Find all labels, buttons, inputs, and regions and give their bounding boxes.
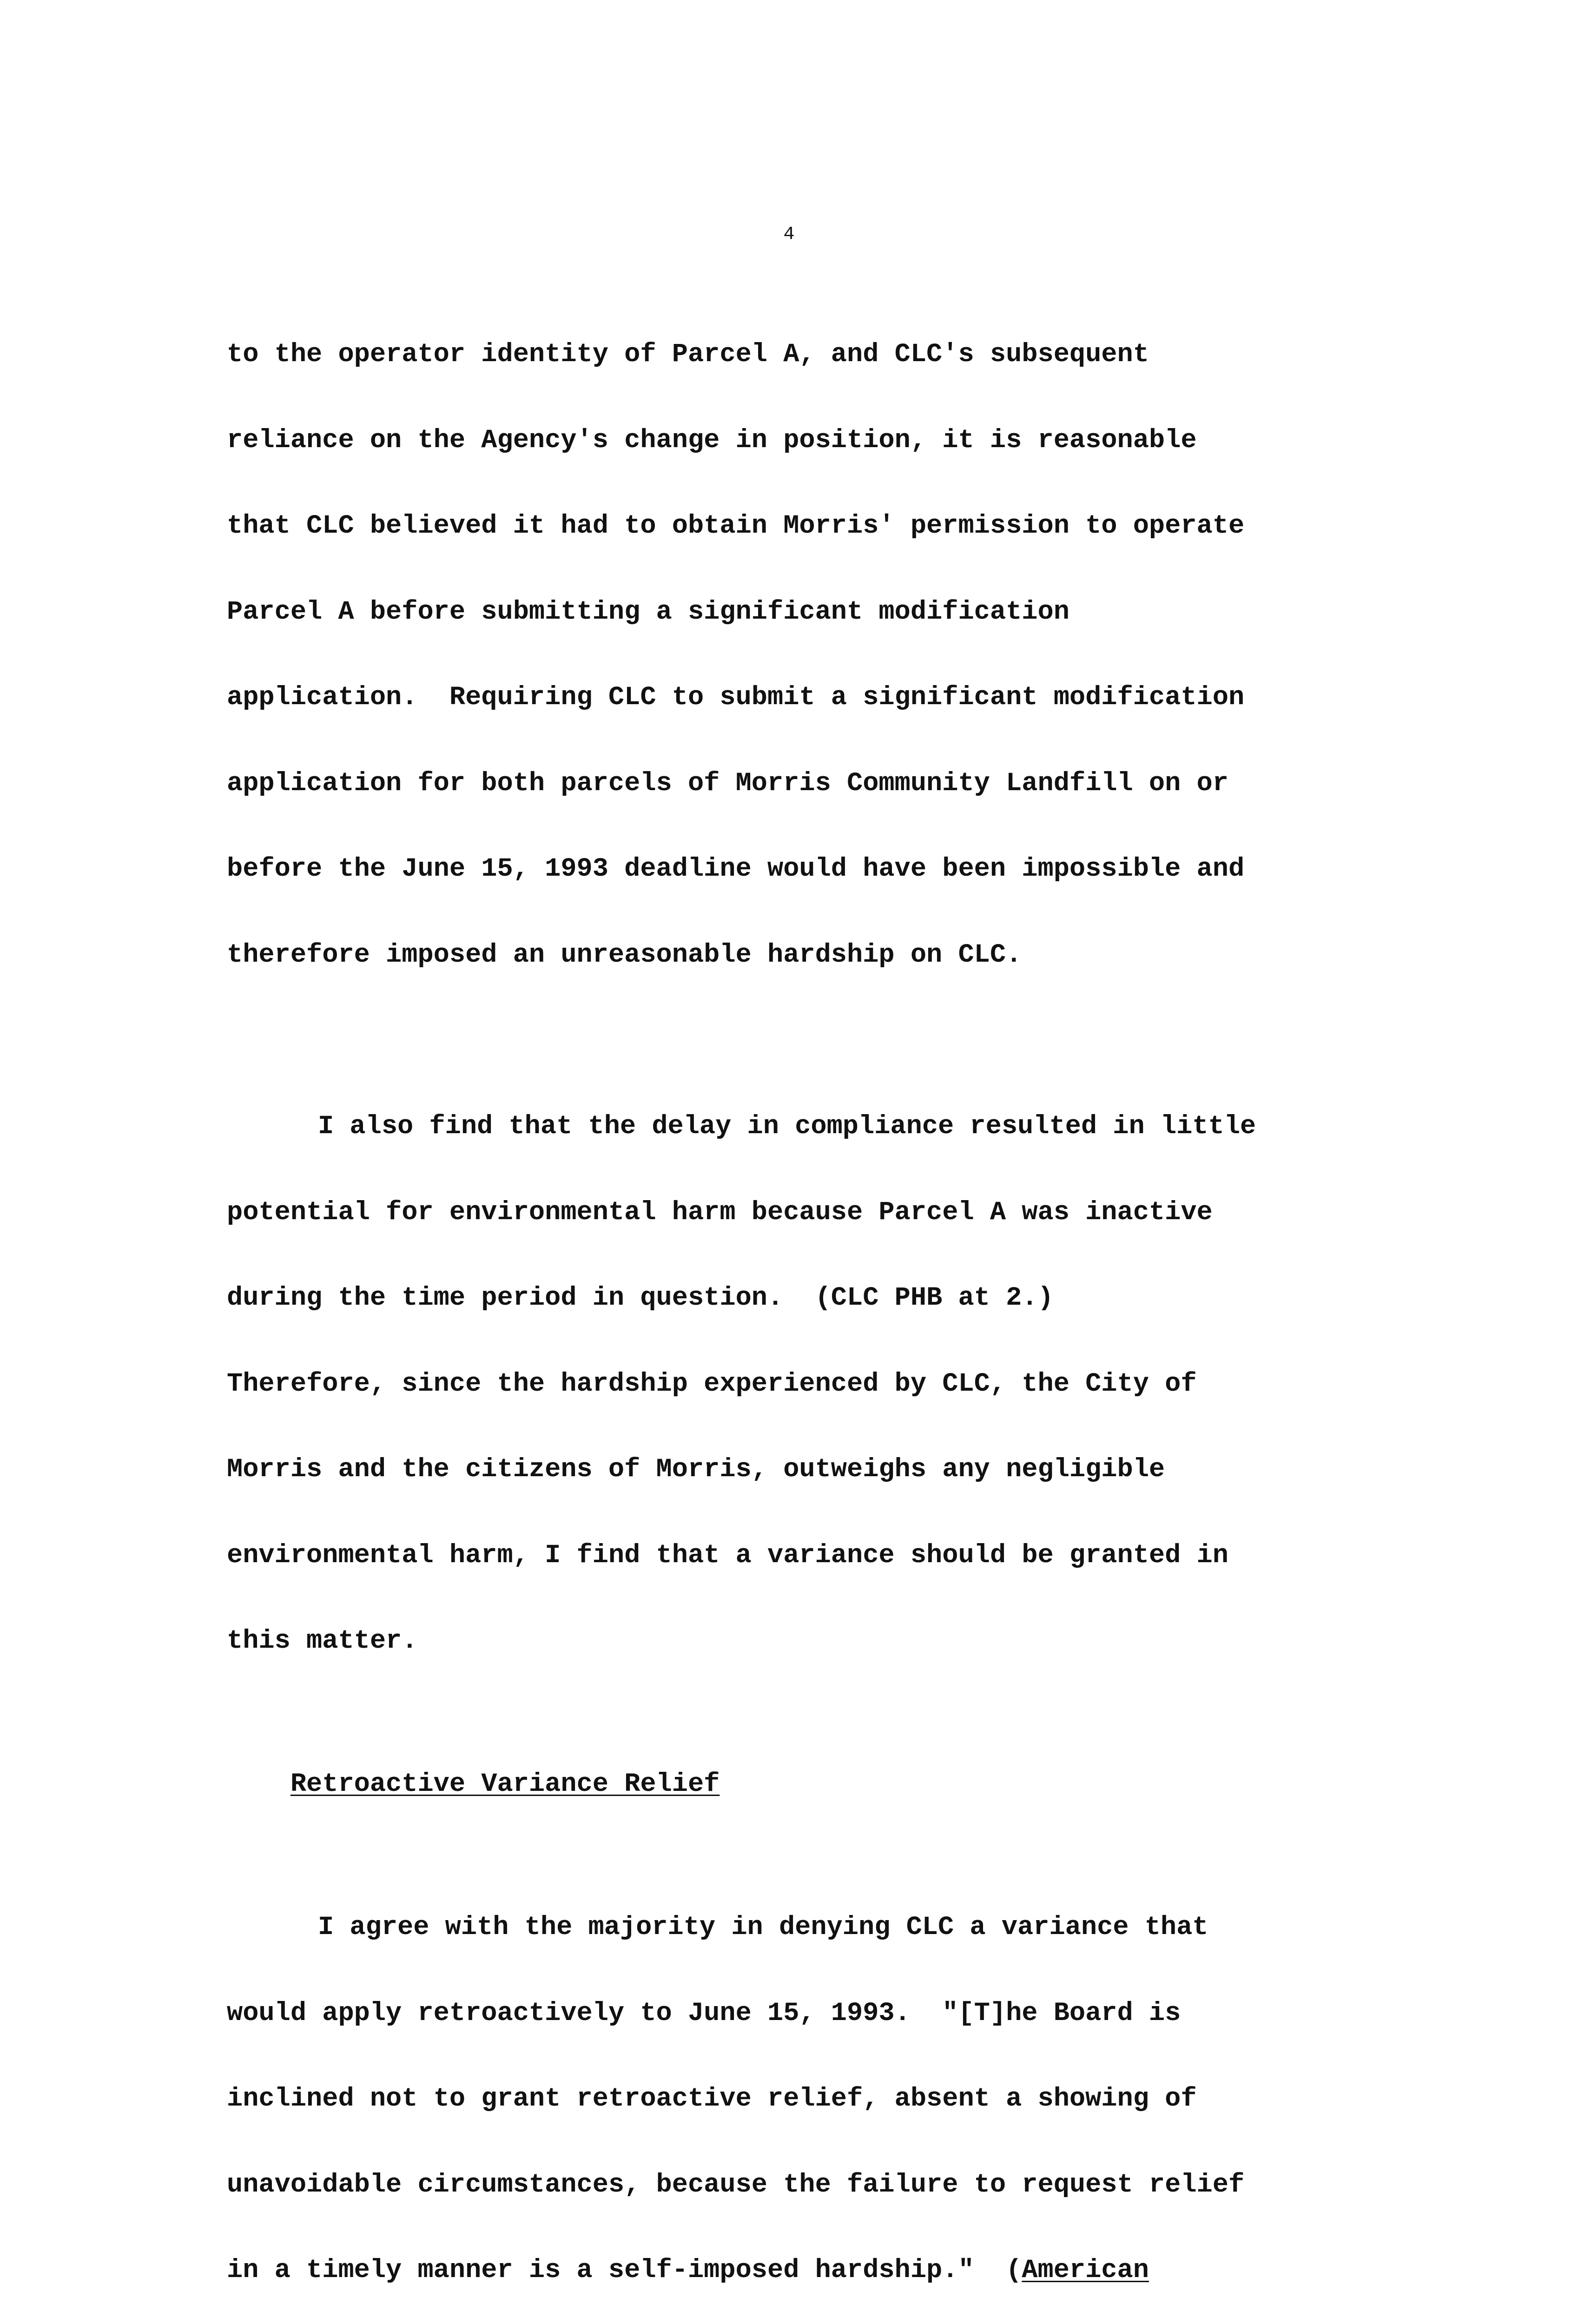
text-segment: in a timely manner is a self-imposed hardship." (: [227, 2256, 1022, 2285]
text-line: during the time period in question. (CLC PHB at 2.): [227, 1283, 1054, 1313]
text-line: inclined not to grant retroactive relief, absent a showing of: [227, 2084, 1197, 2114]
text-line: to the operator identity of Parcel A, and CLC's subsequent: [227, 340, 1149, 370]
case-citation: American: [1022, 2256, 1149, 2285]
text-line: Parcel A before submitting a significant modification: [227, 597, 1070, 627]
section-heading-text: Retroactive Variance Relief: [290, 1769, 720, 1799]
page-number: 4: [783, 224, 795, 245]
text-line: this matter.: [227, 1626, 418, 1656]
text-line: potential for environmental harm because Parcel A was inactive: [227, 1197, 1213, 1228]
text-line: would apply retroactively to June 15, 1993. "[T]he Board is: [227, 1998, 1181, 2028]
text-line: application. Requiring CLC to submit a significant modification: [227, 683, 1245, 713]
text-line: I agree with the majority in denying CLC a variance that: [318, 1913, 1208, 1942]
text-line: [227, 2257, 1380, 2285]
paragraph-environmental-harm: [227, 1056, 1380, 1713]
opinion-body: [227, 284, 1380, 2324]
text-line: environmental harm, I find that a variance should be granted in: [227, 1540, 1228, 1571]
text-line: I also find that the delay in compliance resulted in little: [318, 1112, 1256, 1142]
text-line: unavoidable circumstances, because the failure to request relief: [227, 2170, 1245, 2200]
text-line: application for both parcels of Morris Community Landfill on or: [227, 768, 1228, 799]
text-line: Morris and the citizens of Morris, outweighs any negligible: [227, 1455, 1165, 1485]
text-line: that CLC believed it had to obtain Morris' permission to operate: [227, 511, 1245, 541]
text-line: reliance on the Agency's change in position, it is reasonable: [227, 425, 1197, 456]
text-line: Therefore, since the hardship experienced by CLC, the City of: [227, 1369, 1197, 1399]
paragraph-continuation: [227, 284, 1380, 1027]
paragraph-retroactive-relief: [227, 1856, 1380, 2324]
text-line: therefore imposed an unreasonable hardship on CLC.: [227, 940, 1022, 970]
section-heading: [227, 1742, 1380, 1828]
text-line: before the June 15, 1993 deadline would have been impossible and: [227, 854, 1245, 884]
